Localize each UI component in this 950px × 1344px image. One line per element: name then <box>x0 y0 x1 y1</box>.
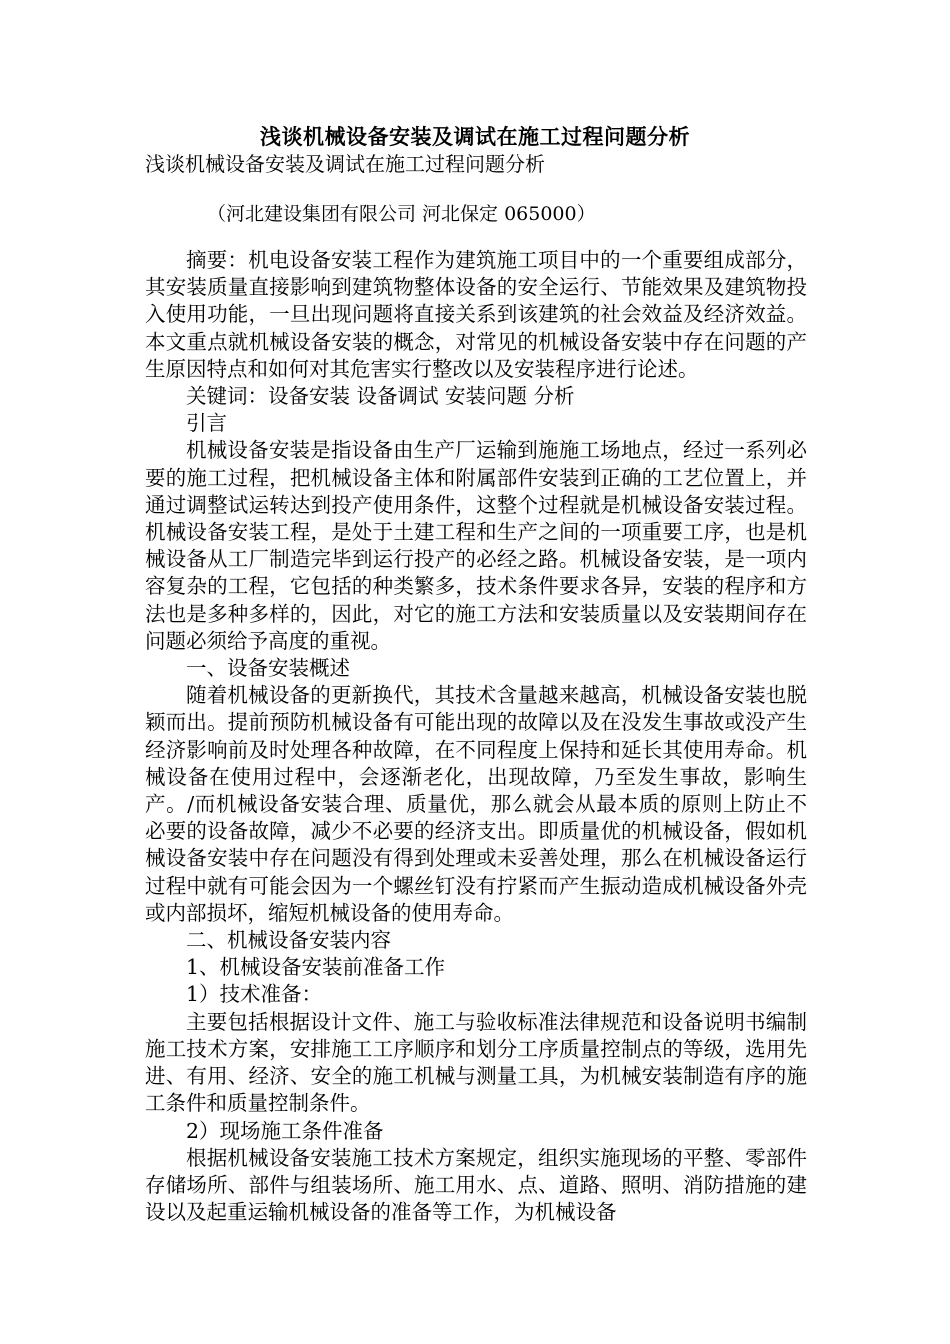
keywords-line: 关键词：设备安装 设备调试 安装问题 分析 <box>186 384 575 409</box>
section-heading-content: 二、机械设备安装内容 <box>186 928 391 953</box>
abstract-paragraph: 摘要：机电设备安装工程作为建筑施工项目中的一个重要组成部分，其安装质量直接影响到建筑物整体设备的安全运行、节能效果及建筑物投入使用功能，一旦出现问题将直接关系到该建筑的社会效益及经济效益。本文重点就机械设备安装的概念，对常见的机械设备安装中存在问题的产生原因特点和如何对其危害实行整改以及安装程序进行论述。 <box>145 248 807 381</box>
body-paragraph: 根据机械设备安装施工技术方案规定，组织实施现场的平整、零部件存储场所、部件与组装场所、施工用水、点、道路、照明、消防措施的建设以及起重运输机械设备的准备等工作，为机械设备 <box>145 1145 807 1225</box>
author-affiliation: （河北建设集团有限公司 河北保定 065000） <box>207 203 596 225</box>
subsection-heading-preparation: 1、机械设备安装前准备工作 <box>186 955 446 980</box>
document-title: 浅谈机械设备安装及调试在施工过程问题分析 <box>260 124 690 149</box>
section-heading-introduction: 引言 <box>186 411 227 436</box>
body-paragraph: 机械设备安装是指设备由生产厂运输到施施工场地点，经过一系列必要的施工过程，把机械设备主体和附属部件安装到正确的工艺位置上，并通过调整试运转达到投产使用条件，这整个过程就是机械设备安装过程。机械设备安装工程，是处于土建工程和生产之间的一项重要工序，也是机械设备从工厂制造完毕到运行投产的必经之路。机械设备安装，是一项内容复杂的工程，它包括的种类繁多，技术条件要求各异，安装的程序和方法也是多种多样的，因此，对它的施工方法和安装质量以及安装期间存在问题必须给予高度的重视。 <box>145 438 807 653</box>
document-body <box>145 247 807 1226</box>
item-heading-technical: 1）技术准备： <box>186 982 323 1007</box>
document-subtitle: 浅谈机械设备安装及调试在施工过程问题分析 <box>145 152 545 176</box>
body-paragraph: 随着机械设备的更新换代，其技术含量越来越高，机械设备安装也脱颖而出。提前预防机械设备有可能出现的故障以及在没发生事故或没产生经济影响前及时处理各种故障，在不同程度上保持和延长其使用寿命。机械设备在使用过程中，会逐渐老化，出现故障，乃至发生事故，影响生产。/而机械设备安装合理、质量优，那么就会从最本质的原则上防止不必要的设备故障，减少不必要的经济支出。即质量优的机械设备，假如机械设备安装中存在问题没有得到处理或未妥善处理，那么在机械设备运行过程中就有可能会因为一个螺丝钉没有拧紧而产生振动造成机械设备外壳或内部损坏，缩短机械设备的使用寿命。 <box>145 683 807 925</box>
section-heading-overview: 一、设备安装概述 <box>186 656 350 681</box>
body-paragraph: 主要包括根据设计文件、施工与验收标准法律规范和设备说明书编制施工技术方案，安排施工工序顺序和划分工序质量控制点的等级，选用先进、有用、经济、安全的施工机械与测量工具，为机械安装制造有序的施工条件和质量控制条件。 <box>145 1009 807 1116</box>
item-heading-site: 2）现场施工条件准备 <box>186 1118 384 1143</box>
